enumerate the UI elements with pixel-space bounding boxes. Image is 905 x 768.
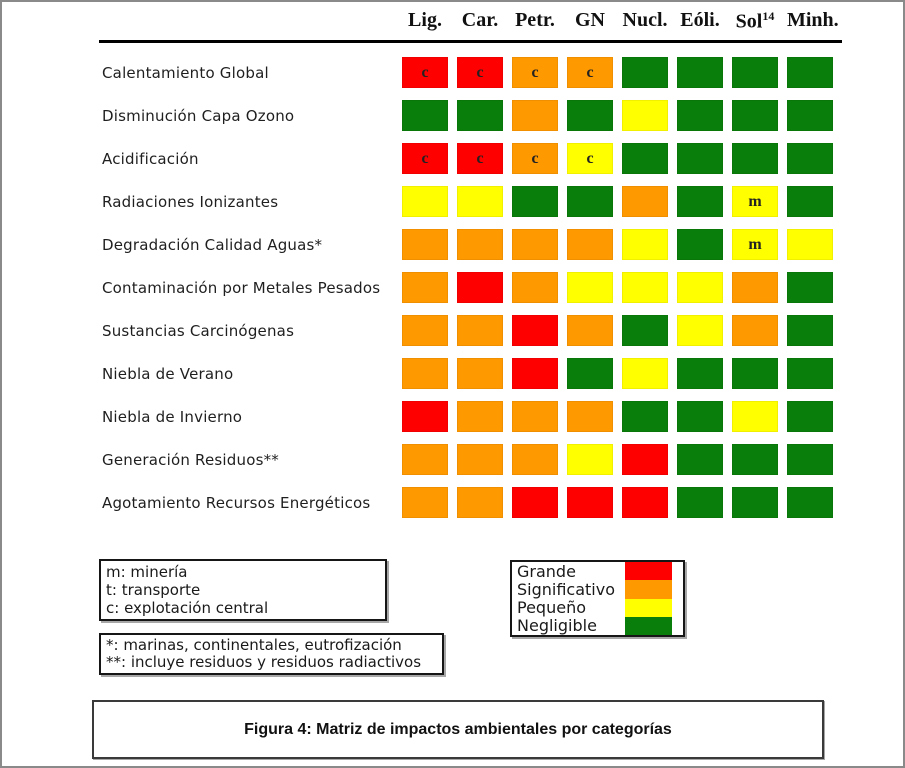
row-label: Contaminación por Metales Pesados: [102, 278, 381, 297]
scale-labels: [517, 563, 615, 635]
matrix-row-8: [102, 401, 833, 432]
matrix-cell: m: [732, 186, 778, 217]
matrix-cell: c: [567, 57, 613, 88]
scale-label: Negligible: [517, 616, 597, 635]
matrix-cell: [732, 143, 778, 174]
column-header-2: Petr.: [515, 9, 555, 31]
column-header-1: Car.: [461, 9, 499, 31]
matrix-cell: [622, 358, 668, 389]
column-header-5: Eóli.: [680, 9, 720, 31]
matrix-cell: [732, 487, 778, 518]
scale-color-bar: [625, 562, 672, 635]
matrix-cell: [677, 186, 723, 217]
matrix-cell: [787, 272, 833, 303]
matrix-cell: [402, 444, 448, 475]
matrix-cell: [622, 401, 668, 432]
matrix-cell: [677, 272, 723, 303]
matrix-cell: c: [457, 57, 503, 88]
matrix-cell: [677, 57, 723, 88]
matrix-cell: [402, 315, 448, 346]
matrix-cell: [567, 401, 613, 432]
scale-label: Significativo: [517, 580, 615, 599]
row-label: Agotamiento Recursos Energéticos: [102, 493, 371, 512]
matrix-cell: [732, 444, 778, 475]
row-cells: [402, 186, 833, 217]
matrix-cell: [402, 487, 448, 518]
matrix-cell: [622, 100, 668, 131]
matrix-cell: [457, 401, 503, 432]
matrix-cell: [512, 358, 558, 389]
matrix-cell: [622, 143, 668, 174]
matrix-cell: [787, 100, 833, 131]
matrix-cell: [512, 315, 558, 346]
figure-caption-box: [92, 700, 824, 759]
scale-label: Grande: [517, 562, 576, 581]
matrix-cell: [677, 229, 723, 260]
row-cells: [402, 358, 833, 389]
row-label: Sustancias Carcinógenas: [102, 321, 295, 340]
scale-swatch: [625, 617, 672, 635]
matrix-cell: [512, 444, 558, 475]
column-header-0: Lig.: [408, 9, 442, 31]
matrix-row-9: [102, 444, 833, 475]
legend-note-transporte: t: transporte: [106, 581, 201, 599]
matrix-cell: [457, 186, 503, 217]
matrix-cell: c: [457, 143, 503, 174]
matrix-cell: [512, 186, 558, 217]
scale-swatch: [625, 599, 672, 617]
matrix-cell: c: [512, 143, 558, 174]
matrix-row-10: [102, 487, 833, 518]
matrix-cell: [402, 100, 448, 131]
row-label: Niebla de Invierno: [102, 407, 243, 426]
row-label: Calentamiento Global: [102, 63, 269, 82]
row-cells: [402, 57, 833, 88]
scale-swatch: [625, 580, 672, 598]
matrix-cell: [677, 358, 723, 389]
matrix-cell: [787, 57, 833, 88]
matrix-cell: [457, 444, 503, 475]
scale-label: Pequeño: [517, 598, 586, 617]
row-cells: [402, 487, 833, 518]
matrix-row-0: [102, 57, 833, 88]
matrix-cell: [402, 401, 448, 432]
matrix-cell: [677, 487, 723, 518]
matrix-cell: [787, 444, 833, 475]
row-label: Degradación Calidad Aguas*: [102, 235, 323, 254]
matrix-cell: c: [402, 143, 448, 174]
matrix-cell: [787, 315, 833, 346]
footnote-marinas: *: marinas, continentales, eutrofización: [106, 636, 402, 654]
matrix-cell: [567, 229, 613, 260]
matrix-cell: [402, 186, 448, 217]
row-label: Acidificación: [102, 149, 199, 168]
matrix-cell: c: [402, 57, 448, 88]
matrix-row-3: [102, 186, 833, 217]
matrix-row-2: [102, 143, 833, 174]
matrix-cell: c: [512, 57, 558, 88]
row-label: Generación Residuos**: [102, 450, 279, 469]
column-header-6: Sol$^{14}$: [735, 9, 775, 33]
matrix-cell: [732, 100, 778, 131]
matrix-cell: [787, 358, 833, 389]
matrix-cell: [677, 444, 723, 475]
cell-letter-legend: [99, 559, 387, 621]
matrix-cell: [512, 272, 558, 303]
matrix-cell: [567, 100, 613, 131]
matrix-cell: [787, 487, 833, 518]
column-header-3: GN: [575, 9, 605, 31]
column-header-4: Nucl.: [622, 9, 668, 31]
figure-caption: Figura 4: Matriz de impactos ambientales por categorías: [244, 720, 672, 738]
matrix-cell: [567, 444, 613, 475]
legend-note-explotacion: c: explotación central: [106, 599, 269, 617]
matrix-cell: [402, 272, 448, 303]
matrix-cell: [512, 100, 558, 131]
matrix-cell: [732, 401, 778, 432]
matrix-cell: [457, 272, 503, 303]
matrix-cell: [622, 186, 668, 217]
matrix-cell: [567, 487, 613, 518]
matrix-cell: [567, 358, 613, 389]
matrix-cell: c: [567, 143, 613, 174]
row-cells: [402, 401, 833, 432]
matrix-cell: [457, 487, 503, 518]
matrix-cell: [567, 315, 613, 346]
matrix-row-5: [102, 272, 833, 303]
matrix-cell: [512, 229, 558, 260]
matrix-row-4: [102, 229, 833, 260]
matrix-cell: [622, 444, 668, 475]
scale-swatch: [625, 562, 672, 580]
matrix-cell: [402, 229, 448, 260]
matrix-cell: [787, 143, 833, 174]
footnotes-box: [99, 633, 444, 675]
matrix-cell: [457, 100, 503, 131]
matrix-cell: [732, 358, 778, 389]
row-label: Radiaciones Ionizantes: [102, 192, 279, 211]
row-cells: [402, 315, 833, 346]
impact-matrix: [102, 57, 833, 530]
row-cells: [402, 444, 833, 475]
row-label: Disminución Capa Ozono: [102, 106, 295, 125]
matrix-cell: [677, 143, 723, 174]
row-cells: [402, 229, 833, 260]
matrix-cell: [787, 401, 833, 432]
matrix-cell: [402, 358, 448, 389]
matrix-cell: [622, 272, 668, 303]
matrix-cell: [457, 229, 503, 260]
color-scale-legend: [510, 560, 685, 637]
matrix-cell: [732, 272, 778, 303]
matrix-cell: [622, 57, 668, 88]
header-underline: [99, 40, 842, 43]
row-cells: [402, 100, 833, 131]
row-label: Niebla de Verano: [102, 364, 234, 383]
matrix-column-headers: [402, 9, 839, 34]
matrix-cell: [732, 315, 778, 346]
matrix-cell: [567, 186, 613, 217]
matrix-cell: [732, 57, 778, 88]
matrix-cell: [677, 315, 723, 346]
matrix-cell: m: [732, 229, 778, 260]
matrix-cell: [787, 186, 833, 217]
row-cells: [402, 143, 833, 174]
matrix-cell: [677, 401, 723, 432]
matrix-cell: [567, 272, 613, 303]
matrix-cell: [457, 315, 503, 346]
matrix-cell: [457, 358, 503, 389]
row-cells: [402, 272, 833, 303]
matrix-cell: [677, 100, 723, 131]
matrix-cell: [512, 401, 558, 432]
matrix-row-6: [102, 315, 833, 346]
matrix-cell: [787, 229, 833, 260]
column-header-7: Minh.: [787, 9, 839, 31]
footnote-residuos: **: incluye residuos y residuos radiactivos: [106, 653, 422, 671]
matrix-row-1: [102, 100, 833, 131]
matrix-cell: [622, 229, 668, 260]
matrix-cell: [512, 487, 558, 518]
matrix-cell: [622, 315, 668, 346]
legend-note-mineria: m: minería: [106, 563, 188, 581]
matrix-cell: [622, 487, 668, 518]
matrix-row-7: [102, 358, 833, 389]
